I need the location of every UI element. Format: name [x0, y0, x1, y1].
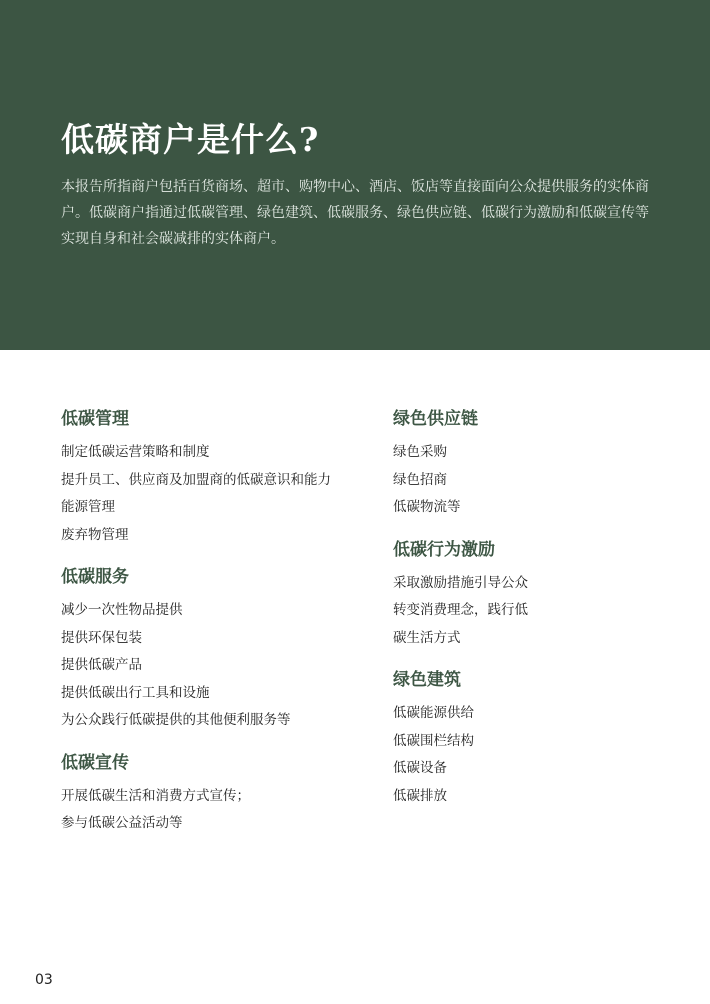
list-item: 低碳围栏结构 — [393, 732, 474, 749]
list-item: 制定低碳运营策略和制度 — [61, 444, 210, 460]
list-item: 提供环保包装 — [61, 629, 142, 646]
list-item: 采取激励措施引导公众 — [393, 574, 528, 591]
section-title: 绿色供应链 — [393, 409, 478, 429]
list-item: 低碳物流等 — [393, 499, 461, 515]
list-item: 转变消费理念，践行低 — [393, 602, 528, 618]
list-item: 低碳能源供给 — [393, 705, 474, 721]
list-item: 低碳设备 — [393, 760, 447, 776]
list-item: 提升员工、供应商及加盟商的低碳意识和能力 — [61, 471, 331, 488]
section-green-supply-chain — [393, 405, 653, 522]
section-title: 绿色建筑 — [393, 670, 461, 690]
list-item: 绿色采购 — [393, 444, 447, 460]
list-item: 开展低碳生活和消费方式宣传； — [61, 787, 250, 804]
section-title: 低碳服务 — [61, 567, 129, 587]
list-item: 能源管理 — [61, 499, 115, 515]
item-list — [61, 783, 371, 838]
list-item: 碳生活方式 — [393, 629, 461, 646]
list-item: 提供低碳产品 — [61, 657, 142, 673]
list-item: 减少一次性物品提供 — [61, 602, 183, 618]
item-list — [393, 700, 653, 810]
list-item: 提供低碳出行工具和设施 — [61, 684, 210, 701]
right-column — [393, 405, 653, 824]
page-title: 低碳商户是什么? — [61, 120, 320, 159]
list-item: 废弃物管理 — [61, 526, 129, 543]
list-item: 绿色招商 — [393, 471, 447, 488]
page-number: 03 — [35, 972, 53, 988]
section-low-carbon-incentive — [393, 536, 653, 653]
item-list — [393, 439, 653, 522]
list-item: 低碳排放 — [393, 787, 447, 804]
item-list — [61, 597, 371, 735]
intro-paragraph: 本报告所指商户包括百货商场、超市、购物中心、酒店、饭店等直接面向公众提供服务的实体商户。低碳商户指通过低碳管理、绿色建筑、低碳服务、绿色供应链、低碳行为激励和低碳宣传等实现自身和社会碳减排的实体商户。 — [61, 179, 649, 247]
item-list — [393, 570, 653, 653]
section-title: 低碳行为激励 — [393, 539, 495, 560]
section-title: 低碳宣传 — [61, 752, 129, 773]
section-low-carbon-promotion — [61, 749, 371, 838]
section-low-carbon-management — [61, 405, 371, 549]
section-green-building — [393, 666, 653, 810]
item-list — [61, 439, 371, 549]
list-item: 为公众践行低碳提供的其他便利服务等 — [61, 712, 291, 728]
list-item: 参与低碳公益活动等 — [61, 815, 183, 831]
hero-banner — [0, 0, 710, 350]
left-column — [61, 405, 371, 852]
section-title: 低碳管理 — [61, 409, 129, 429]
section-low-carbon-service — [61, 563, 371, 735]
